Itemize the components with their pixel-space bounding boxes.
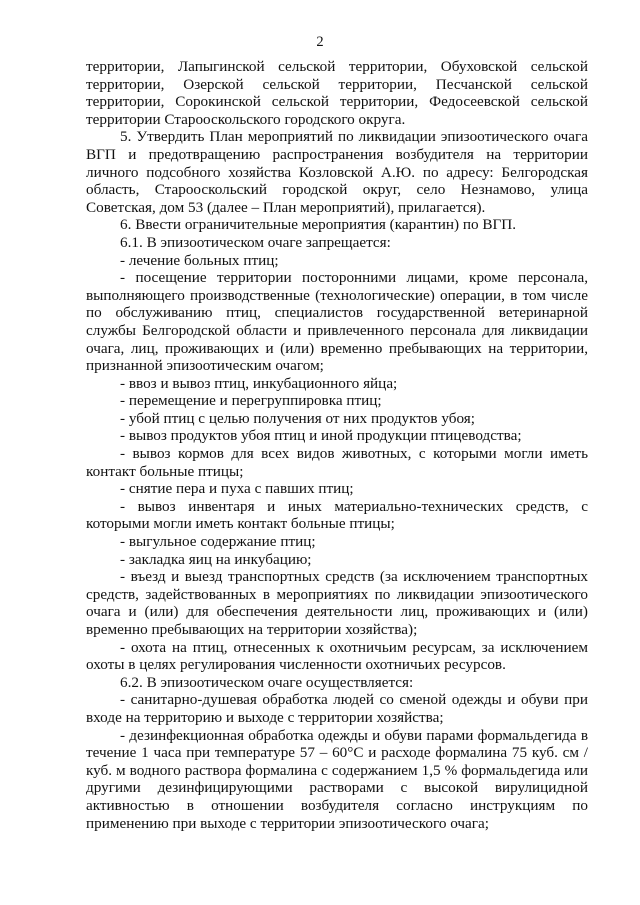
- paragraph: - посещение территории посторонними лицами, кроме персонала, выполняющего производственные (технологические) операции, в том числе по обслуживанию птиц, специалистов государственной ветеринарной службы Белгородской области и привлеченного персонала для ликвидации очага, лиц, проживающих и (или) временно пребывающих на территории, признанной эпизоотическим очагом;: [86, 269, 588, 375]
- paragraph: - перемещение и перегруппировка птиц;: [120, 392, 382, 410]
- paragraph: - ввоз и вывоз птиц, инкубационного яйца;: [120, 374, 398, 392]
- paragraph: - выгульное содержание птиц;: [120, 533, 316, 551]
- paragraph: - вывоз инвентаря и иных материально-технических средств, с которыми могли иметь контакт больные птицы;: [86, 497, 588, 533]
- paragraph: - вывоз продуктов убоя птиц и иной продукции птицеводства;: [120, 427, 522, 445]
- paragraph: - охота на птиц, отнесенных к охотничьим ресурсам, за исключением охоты в целях регулирования численности охотничьих ресурсов.: [86, 638, 588, 674]
- paragraph: территории, Лапыгинской сельской территории, Обуховской сельской территории, Озерской сельской территории, Песчанской сельской территории, Сорокинской сельской территории, Федосеевской сельской территории Старооскольского городского округа.: [86, 58, 588, 128]
- paragraph: - въезд и выезд транспортных средств (за исключением транспортных средств, задействованных в мероприятиях по ликвидации эпизоотического очага и (или) для обеспечения деятельности лиц, проживающих и (или) временно пребывающих на территории хозяйства);: [86, 568, 588, 638]
- page-number: 2: [316, 34, 324, 50]
- paragraph: - снятие пера и пуха с павших птиц;: [120, 480, 354, 498]
- paragraph: 6. Ввести ограничительные мероприятия (карантин) по ВГП.: [120, 216, 517, 234]
- paragraph: - вывоз кормов для всех видов животных, с которыми могли иметь контакт больные птицы;: [86, 445, 588, 480]
- paragraph: - убой птиц с целью получения от них продуктов убоя;: [120, 409, 475, 427]
- paragraph: - закладка яиц на инкубацию;: [120, 550, 312, 568]
- document-body: [86, 58, 588, 832]
- paragraph: 6.1. В эпизоотическом очаге запрещается:: [120, 233, 391, 251]
- paragraph: - лечение больных птиц;: [120, 251, 279, 269]
- paragraph: 5. Утвердить План мероприятий по ликвидации эпизоотического очага ВГП и предотвращению распространения возбудителя на территории личного подсобного хозяйства Козловской А.Ю. по адресу: Белгородская область, Старооскольский городской округ, село Незнамово, улица Советская, дом 53 (далее – План мероприятий), прилагается).: [86, 128, 588, 216]
- paragraph: - дезинфекционная обработка одежды и обуви парами формальдегида в течение 1 часа при температуре 57 – 60°С и расходе формалина 75 куб. см / куб. м водного раствора формалина с содержанием 1,5 % формальдегида или другими дезинфицирующими растворами с высокой вирулицидной активностью в отношении возбудителя согласно инструкциям по применению при выходе с территории эпизоотического очага;: [86, 726, 588, 832]
- paragraph: 6.2. В эпизоотическом очаге осуществляется:: [120, 673, 414, 691]
- paragraph: - санитарно-душевая обработка людей со сменой одежды и обуви при входе на территорию и выходе с территории хозяйства;: [86, 691, 588, 726]
